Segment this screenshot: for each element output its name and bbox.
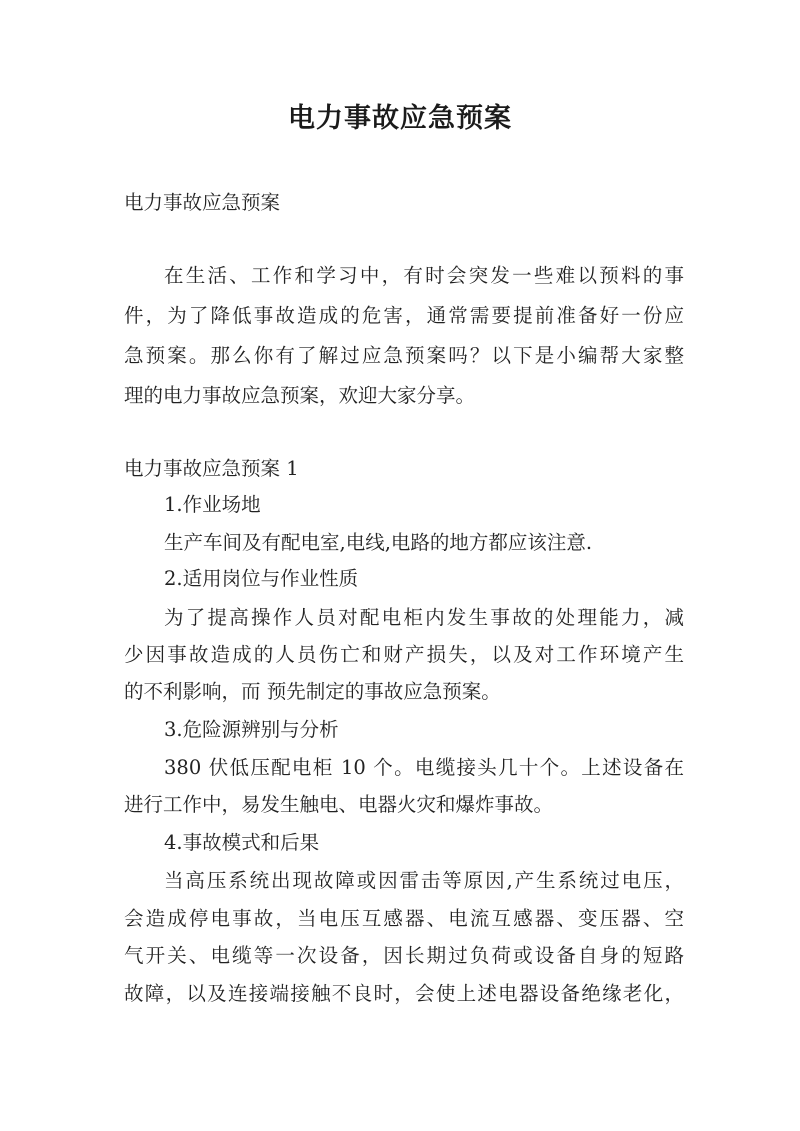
s4-body-line: 故障，以及连接端接触不良时，会使上述电器设备绝缘老化， (124, 982, 684, 1005)
s4-heading: 4.事故模式和后果 (164, 831, 320, 854)
intro-line: 件，为了降低事故造成的危害，通常需要提前准备好一份应 (124, 304, 684, 327)
s4-body-line: 当高压系统出现故障或因雷击等原因,产生系统过电压， (164, 869, 684, 892)
document-title: 电力事故应急预案 (288, 103, 512, 134)
section-heading: 电力事故应急预案 1 (124, 457, 299, 480)
s4-body-line: 会造成停电事故，当电压互感器、电流互感器、变压器、空 (124, 907, 684, 930)
s2-heading: 2.适用岗位与作业性质 (164, 567, 359, 590)
intro-line: 急预案。那么你有了解过应急预案吗？以下是小编帮大家整 (124, 344, 684, 367)
intro-line: 理的电力事故应急预案，欢迎大家分享。 (124, 384, 476, 407)
s3-heading: 3.危险源辨别与分析 (164, 718, 339, 741)
s2-body-line: 为了提高操作人员对配电柜内发生事故的处理能力，减 (164, 606, 684, 629)
s2-body-line: 少因事故造成的人员伤亡和财产损失，以及对工作环境产生 (124, 643, 684, 666)
s3-body-line: 380 伏低压配电柜 10 个。电缆接头几十个。上述设备在 (164, 756, 684, 779)
s4-body-line: 气开关、电缆等一次设备，因长期过负荷或设备自身的短路 (124, 944, 684, 967)
s1-body-line: 生产车间及有配电室,电线,电路的地方都应该注意. (164, 531, 593, 554)
s1-heading: 1.作业场地 (164, 493, 261, 516)
s2-body-line: 的不利影响，而 预先制定的事故应急预案。 (124, 680, 501, 703)
document-subtitle: 电力事故应急预案 (124, 191, 281, 214)
s3-body-line: 进行工作中，易发生触电、电器火灾和爆炸事故。 (124, 793, 554, 816)
intro-line: 在生活、工作和学习中，有时会突发一些难以预料的事 (164, 264, 684, 287)
